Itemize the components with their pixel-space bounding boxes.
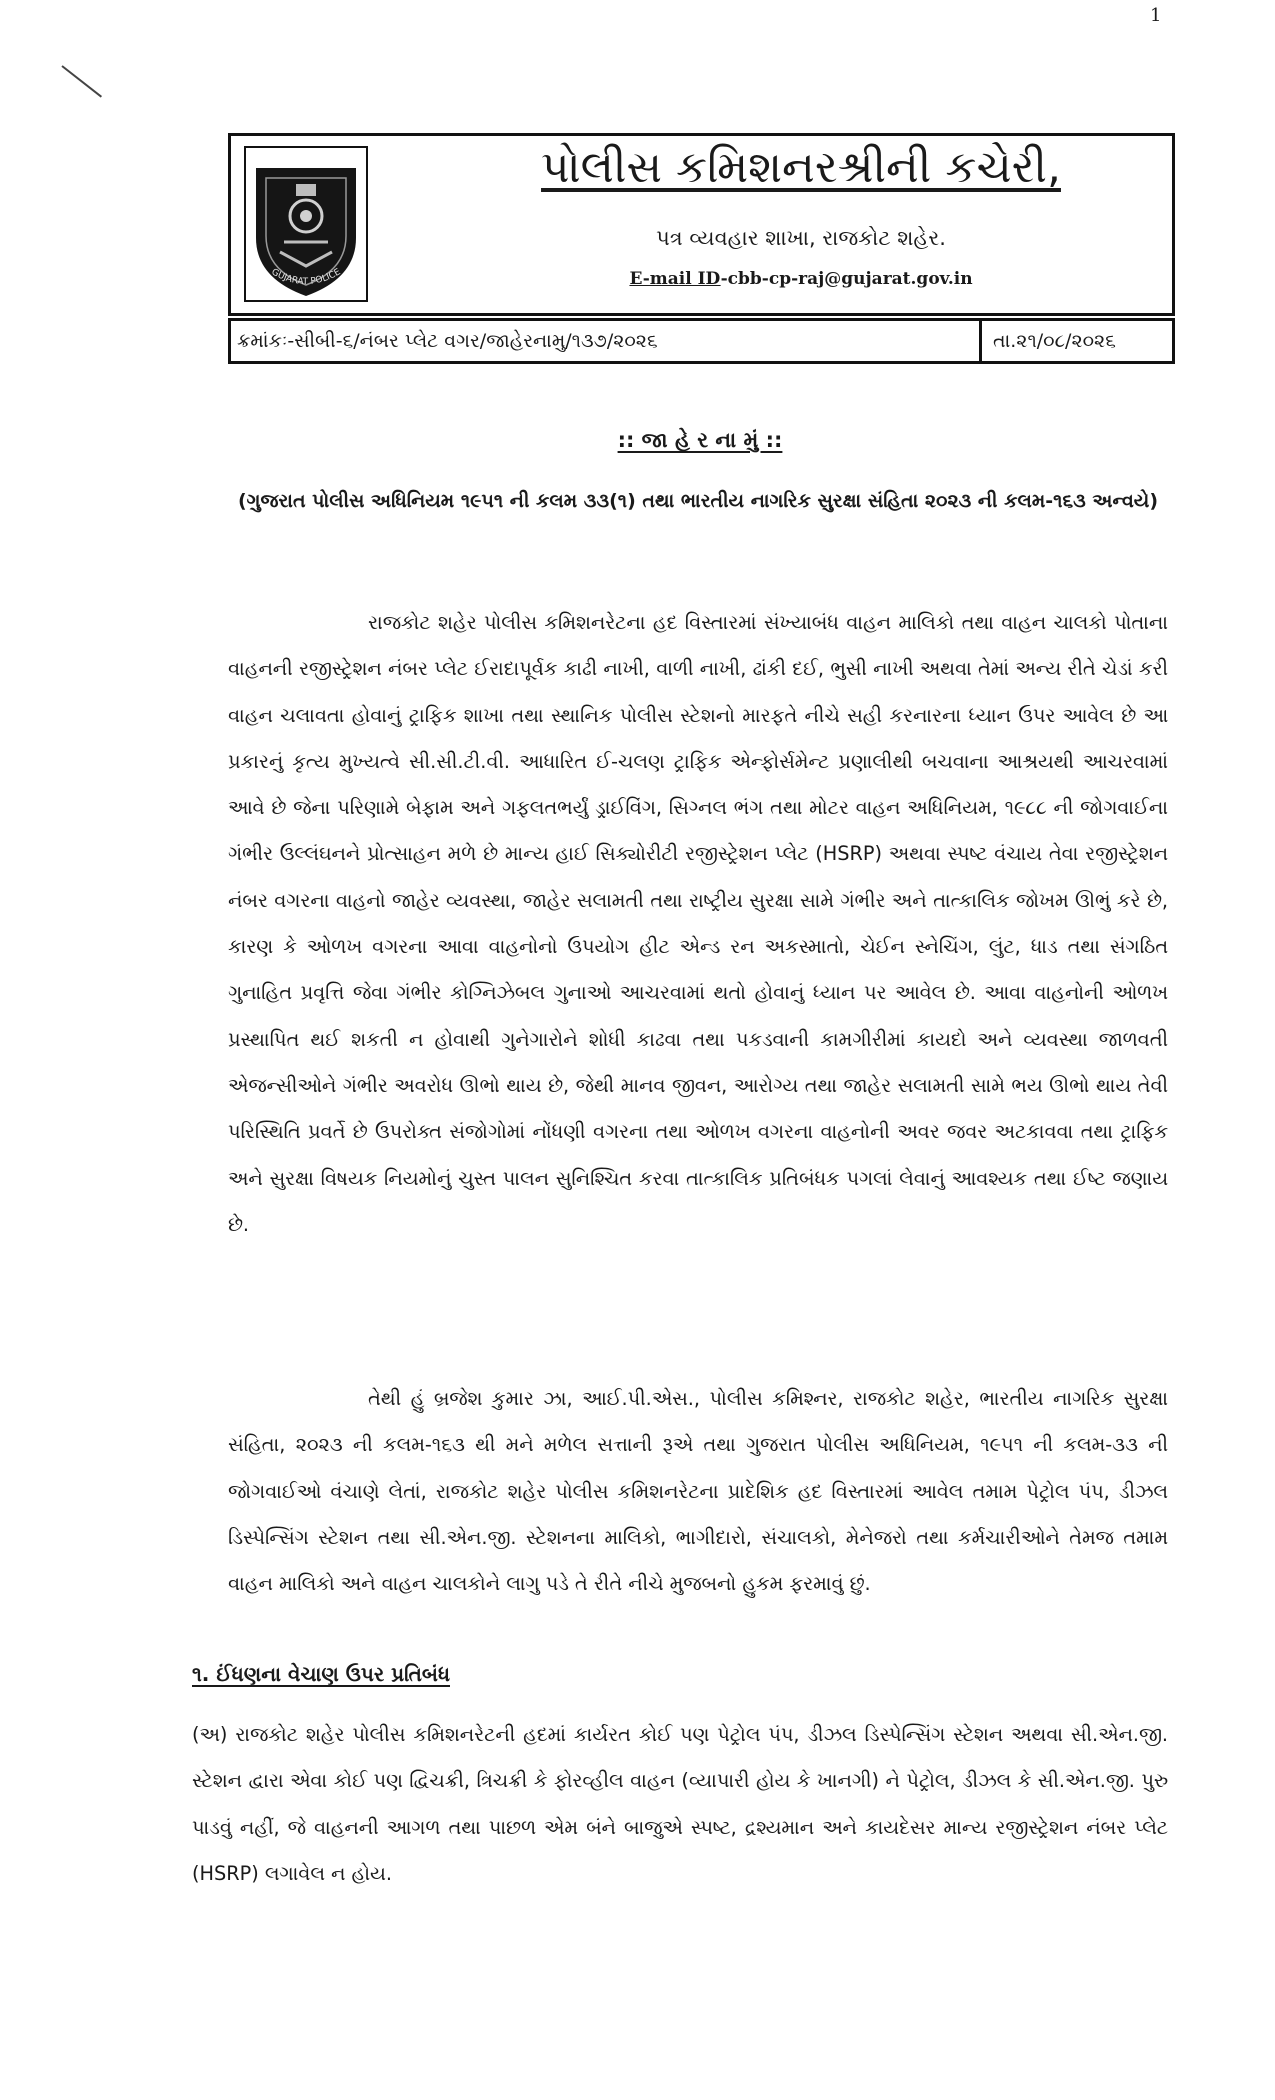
letterhead bbox=[228, 133, 1175, 316]
notice-heading bbox=[250, 428, 1150, 453]
reference-divider bbox=[979, 321, 982, 361]
office-title: પોલીસ કમિશનરશ્રીની કચેરી, bbox=[541, 142, 1061, 193]
reference-date: તા.૨૧/૦૮/૨૦૨૬ bbox=[993, 330, 1116, 352]
notice-heading-text: :: જા હે ર ના મું :: bbox=[617, 428, 783, 452]
email-value: -cbb-cp-raj@gujarat.gov.in bbox=[720, 269, 973, 289]
body-paragraph-1: રાજકોટ શહેર પોલીસ કમિશનરેટના હદ વિસ્તારમાં સંખ્યાબંધ વાહન માલિકો તથા વાહન ચાલકો પોતાના વાહનની રજીસ્ટ્રેશન નંબર પ્લેટ ઈરાદાપૂર્વક કાઢી નાખી, વાળી નાખી, ઢાંકી દઈ, ભુસી નાખી અથવા તેમાં અન્ય રીતે ચેડાં કરી વાહન ચલાવતા હોવાનું ટ્રાફિક શાખા તથા સ્થાનિક પોલીસ સ્ટેશનો મારફતે નીચે સહી કરનારના ધ્યાન ઉપર આવેલ છે આ પ્રકારનું કૃત્ય મુખ્યત્વે સી.સી.ટી.વી. આધારિત ઈ-ચલણ ટ્રાફિક એન્ફોર્સમેન્ટ પ્રણાલીથી બચવાના આશ્રયથી આચરવામાં આવે છે જેના પરિણામે બેફામ અને ગફલતભર્યું ડ્રાઈવિંગ, સિગ્નલ ભંગ તથા મોટર વાહન અધિનિયમ, ૧૯૮૮ ની જોગવાઈના ગંભીર ઉલ્લંઘનને પ્રોત્સાહન મળે છે માન્ય હાઈ સિક્યોરીટી રજીસ્ટ્રેશન પ્લેટ (HSRP) અથવા સ્પષ્ટ વંચાય તેવા રજીસ્ટ્રેશન નંબર વગરના વાહનો જાહેર વ્યવસ્થા, જાહેર સલામતી તથા રાષ્ટ્રીય સુરક્ષા સામે ગંભીર અને તાત્કાલિક જોખમ ઊભું કરે છે, કારણ કે ઓળખ વગરના આવા વાહનોનો ઉપયોગ હીટ એન્ડ રન અકસ્માતો, ચેઈન સ્નેચિંગ, લુંટ, ધાડ તથા સંગઠિત ગુનાહિત પ્રવૃત્તિ જેવા ગંભીર કોગ્નિઝેબલ ગુનાઓ આચરવામાં થતો હોવાનું ધ્યાન પર આવેલ છે. આવા વાહનોની ઓળખ પ્રસ્થાપિત થઈ શકતી ન હોવાથી ગુનેગારોને શોધી કાઢવા તથા પકડવાની કામગીરીમાં કાયદો અને વ્યવસ્થા જાળવતી એજન્સીઓને ગંભીર અવરોધ ઊભો થાય છે, જેથી માનવ જીવન, આરોગ્ય તથા જાહેર સલામતી સામે ભય ઊભો થાય તેવી પરિસ્થિતિ પ્રવર્તે છે ઉપરોક્ત સંજોગોમાં નોંધણી વગરના તથા ઓળખ વગરના વાહનોની અવર જવર અટકાવવા તથા ટ્રાફિક અને સુરક્ષા વિષયક નિયમોનું ચુસ્ત પાલન સુનિશ્ચિત કરવા તાત્કાલિક પ્રતિબંધક પગલાં લેવાનું આવશ્યક તથા ઈષ્ટ જણાય છે. bbox=[228, 611, 1168, 1236]
body-paragraph-2: તેથી હું બ્રજેશ કુમાર ઝા, આઈ.પી.એસ., પોલીસ કમિશ્નર, રાજકોટ શહેર, ભારતીય નાગરિક સુરક્ષા સંહિતા, ૨૦૨૩ ની કલમ-૧૬૩ થી મને મળેલ સત્તાની રૂએ તથા ગુજરાત પોલીસ અધિનિયમ, ૧૯૫૧ ની કલમ-૩૩ ની જોગવાઈઓ વંચાણે લેતાં, રાજકોટ શહેર પોલીસ કમિશનરેટના પ્રાદેશિક હદ વિસ્તારમાં આવેલ તમામ પેટ્રોલ પંપ, ડીઝલ ડિસ્પેન્સિંગ સ્ટેશન તથા સી.એન.જી. સ્ટેશનના માલિકો, ભાગીદારો, સંચાલકો, મેનેજરો તથા કર્મચારીઓને તેમજ તમામ વાહન માલિકો અને વાહન ચાલકોને લાગુ પડે તે રીતે નીચે મુજબનો હુકમ ફરમાવું છું. bbox=[228, 1387, 1168, 1596]
section-1-title: ૧. ઈંધણના વેચાણ ઉપર પ્રતિબંધ bbox=[192, 1662, 450, 1686]
reference-bar bbox=[228, 318, 1175, 364]
corner-mark bbox=[61, 65, 102, 97]
gujarat-police-emblem-icon bbox=[244, 146, 368, 302]
reference-number: ક્રમાંકઃ-સીબી-૬/નંબર પ્લેટ વગર/જાહેરનામુ/૧૩૭/૨૦૨૬ bbox=[237, 330, 658, 352]
page-number: 1 bbox=[1150, 5, 1162, 26]
logo-text: GUJARAT POLICE bbox=[269, 267, 343, 288]
email-label: E-mail ID bbox=[629, 269, 721, 289]
section-1-clause-a: (અ) રાજકોટ શહેર પોલીસ કમિશનરેટની હદમાં કાર્યરત કોઈ પણ પેટ્રોલ પંપ, ડીઝલ ડિસ્પેન્સિંગ સ્ટેશન અથવા સી.એન.જી. સ્ટેશન દ્વારા એવા કોઈ પણ દ્વિચક્રી, ત્રિચક્રી કે ફોરવ્હીલ વાહન (વ્યાપારી હોય કે ખાનગી) ને પેટ્રોલ, ડીઝલ કે સી.એન.જી. પુરુ પાડવું નહીં, જે વાહનની આગળ તથા પાછળ એમ બંને બાજુએ સ્પષ્ટ, દ્રશ્યમાન અને કાયદેસર માન્ય રજીસ્ટ્રેશન નંબર પ્લેટ (HSRP) લગાવેલ ન હોય. bbox=[192, 1723, 1168, 1885]
email-line bbox=[521, 269, 1081, 289]
branch-line: પત્ર વ્યવહાર શાખા, રાજકોટ શહેર. bbox=[656, 226, 946, 250]
notice-subheading: (ગુજરાત પોલીસ અધિનિયમ ૧૯૫૧ ની કલમ ૩૩(૧) તથા ભારતીય નાગરિક સુરક્ષા સંહિતા ૨૦૨૩ ની કલમ-૧૬૩ અન્વયે) bbox=[237, 490, 1159, 512]
